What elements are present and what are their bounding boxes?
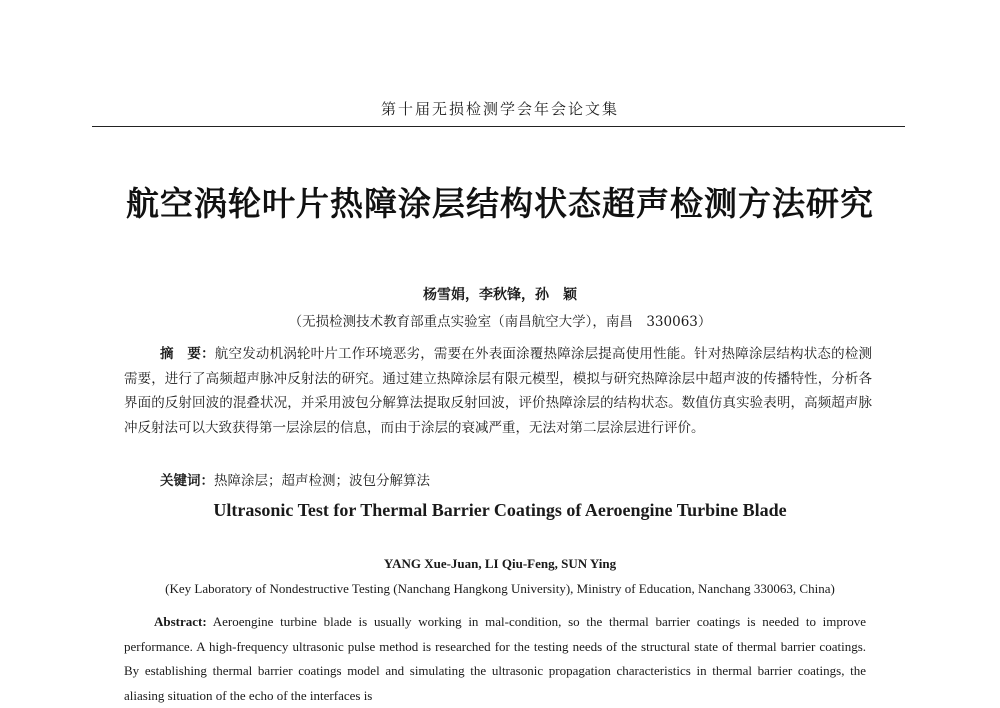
authors: 杨雪娟，李秋锋，孙 颖	[423, 287, 577, 303]
cn-keywords-label: 关键词：	[160, 473, 214, 489]
english-abstract	[124, 610, 866, 708]
english-authors: YANG Xue-Juan, LI Qiu-Feng, SUN Ying	[383, 556, 617, 571]
header-rule	[92, 126, 905, 127]
paper-title: 航空涡轮叶片热障涂层结构状态超声检测方法研究	[126, 184, 874, 223]
english-title: Ultrasonic Test for Thermal Barrier Coatings of Aeroengine Turbine Blade	[213, 500, 787, 520]
cn-abstract	[124, 342, 872, 440]
cn-keywords-text: 热障涂层；超声检测；波包分解算法	[214, 473, 430, 489]
english-abstract-text: Aeroengine turbine blade is usually working in mal-condition, so the thermal barrier coatings is needed to improve performance. A high-frequency ultrasonic pulse method is researched for the testing needs of the structural state of thermal barrier coatings. By establishing thermal barrier coatings model and simulating the ultrasonic propagation characteristics in thermal barrier coatings, the aliasing situation of the echo of the interfaces is	[124, 614, 866, 703]
english-affiliation: (Key Laboratory of Nondestructive Testing (Nanchang Hangkong University), Ministry of Education, Nanchang 330063, China)	[165, 581, 835, 596]
english-abstract-label: Abstract:	[154, 614, 207, 629]
cn-abstract-label: 摘 要：	[160, 346, 215, 362]
cn-abstract-text: 航空发动机涡轮叶片工作环境恶劣，需要在外表面涂覆热障涂层提高使用性能。针对热障涂层结构状态的检测需要，进行了高频超声脉冲反射法的研究。通过建立热障涂层有限元模型，模拟与研究热障涂层中超声波的传播特性，分析各界面的反射回波的混叠状况，并采用波包分解算法提取反射回波，评价热障涂层的结构状态。数值仿真实验表明，高频超声脉冲反射法可以大致获得第一层涂层的信息，而由于涂层的衰减严重，无法对第二层涂层进行评价。	[124, 346, 873, 436]
affiliation: （无损检测技术教育部重点实验室（南昌航空大学），南昌 330063）	[288, 314, 712, 330]
cn-keywords	[160, 469, 880, 489]
running-head: 第十届无损检测学会年会论文集	[380, 100, 619, 118]
